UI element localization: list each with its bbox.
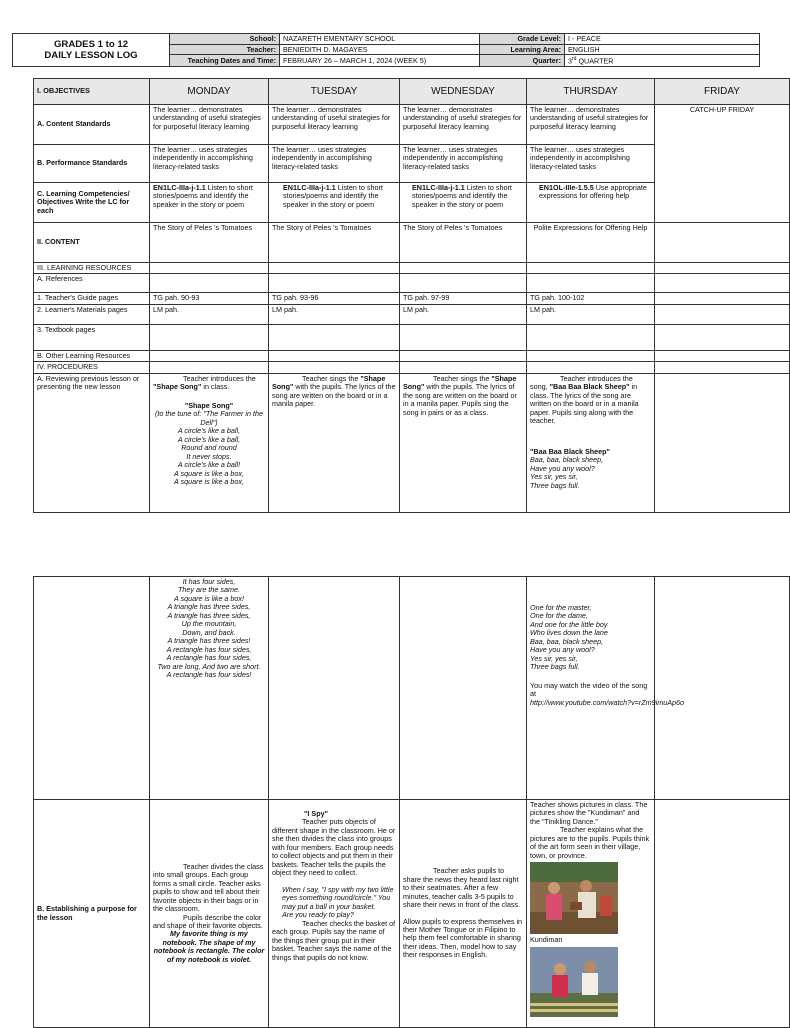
competency-cell: EN1LC-IIIa-j-1.1 Listen to short stories/poems and identify the speaker in the story or poem xyxy=(269,183,400,223)
dates-label: Teaching Dates and Time: xyxy=(170,55,280,67)
content-cell: Polite Expressions for Offering Help xyxy=(527,223,655,263)
objectives-header: I. OBJECTIVES xyxy=(34,79,150,105)
lm-cell: LM pah. xyxy=(527,304,655,324)
references-label: A. References xyxy=(34,274,150,293)
resources-label: III. LEARNING RESOURCES xyxy=(34,263,150,274)
lm-label: 2. Learner's Materials pages xyxy=(34,304,150,324)
lm-cell: LM pah. xyxy=(400,304,527,324)
grade-label: Grade Level: xyxy=(480,34,565,45)
performance-standard-cell: The learner… uses strategies independently in accomplishing literacy-related tasks xyxy=(150,145,269,183)
area-label: Learning Area: xyxy=(480,44,565,55)
school-value: NAZARETH EMENTARY SCHOOL xyxy=(280,34,480,45)
content-standard-cell: The learner… demonstrates understanding of useful strategies for purposeful literacy learning xyxy=(400,105,527,145)
purpose-wednesday: Teacher asks pupils to share the news they heard last night to their seatmates. After a few minutes, teacher calls 3-5 pupils to share their news in front of the class. Allow pupils to express themselves in their Mother Tongue or in Filipino to help them feel comfortable in sharing their ideas. Then, model how to say their responses in English. xyxy=(400,800,527,1028)
lesson-log-table xyxy=(33,78,790,513)
day-header-thursday: THURSDAY xyxy=(527,79,655,105)
lm-cell: LM pah. xyxy=(269,304,400,324)
song-lines: A circle's like a ball, A circle's like a ball, Round and round It never stops. A circle's like a ball! A square is like a box, A square is like a box, xyxy=(173,426,245,487)
lm-cell: LM pah. xyxy=(150,304,269,324)
competency-cell: EN1LC-IIIa-j-1.1 Listen to short stories/poems and identify the speaker in the story or poem xyxy=(150,183,269,223)
day-header-friday: FRIDAY xyxy=(655,79,790,105)
performance-standards-label: B. Performance Standards xyxy=(34,145,150,183)
review-thursday: Teacher introduces the song, "Baa Baa Black Sheep" in class. The lyrics of the song are written on the board or in a manila paper. Pupils sing along with the teacher. "Baa Baa Black Sheep" Baa, baa, black sheep, Have you any wool? Yes sir, yes sir, Three bags full. xyxy=(527,373,655,512)
purpose-label: B. Establishing a purpose for the lesson xyxy=(34,800,150,1028)
purpose-tuesday: "I Spy" Teacher puts objects of different shape in the classroom. He or she then divides the class into groups with four members. Each group needs to collect objects and put them in their baskets. Teacher tells the pupils the object they need to collect. When I say, "I spy with my two little eyes something round/circle." You may put a ball in your basket. Are you ready to play? Teacher checks the basket of each group. Pupils say the name of the things their group put in their basket. Teacher says the name of the things that pupils do not know. xyxy=(269,800,400,1028)
procedures-label: IV. PROCEDURES xyxy=(34,362,150,373)
content-standards-label: A. Content Standards xyxy=(34,105,150,145)
teacher-label: Teacher: xyxy=(170,44,280,55)
grade-value: I - PEACE xyxy=(565,34,760,45)
purpose-monday: Teacher divides the class into small groups. Each group forms a small circle. Teacher asks pupils to show and tell about their favorite objects in their bags or in the classroom. Pupils describe the color and shape of their favorite objects. My favorite thing is my notebook. The shape of my notebook is rectangle. The color of my notebook is violet. xyxy=(150,800,269,1028)
competencies-label: C. Learning Competencies/ Objectives Write the LC for each xyxy=(34,183,150,223)
content-standard-cell: The learner… demonstrates understanding of useful strategies for purposeful literacy learning xyxy=(269,105,400,145)
purpose-thursday: Teacher shows pictures in class. The pictures show the "Kundiman" and the "Tinikling Dance." Teacher explains what the pictures are to the pupils. Pupils think of the art form seen in their village, town, or province. Kundiman xyxy=(527,800,655,1028)
performance-standard-cell: The learner… uses strategies independently in accomplishing literacy-related tasks xyxy=(527,145,655,183)
content-cell: The Story of Peles 's Tomatoes xyxy=(269,223,400,263)
other-resources-label: B. Other Learning Resources xyxy=(34,350,150,361)
dates-value: FEBRUARY 26 – MARCH 1, 2024 (WEEK 5) xyxy=(280,55,480,67)
tg-label: 1. Teacher's Guide pages xyxy=(34,293,150,304)
performance-standard-cell: The learner… uses strategies independently in accomplishing literacy-related tasks xyxy=(269,145,400,183)
tinikling-photo xyxy=(530,947,618,1017)
review-tuesday: Teacher sings the "Shape Song" with the pupils. The lyrics of the song are written on the board or in a manila paper. xyxy=(269,373,400,512)
quarter-label: Quarter: xyxy=(480,55,565,67)
content-cell: The Story of Peles 's Tomatoes xyxy=(400,223,527,263)
lesson-log-continuation-table xyxy=(33,576,790,1028)
teacher-value: BENIEDITH D. MAGAYES xyxy=(280,44,480,55)
baa-continuation: One for the master, One for the dame, And one for the little boy Who lives down the lane Baa, baa, black sheep, Have you any wool? Yes sir, yes sir, Three bags full. You may watch the video of the song at http://www.youtube.com/watch?v=rZm9imuAp6o xyxy=(527,577,655,800)
area-value: ENGLISH xyxy=(565,44,760,55)
day-header-tuesday: TUESDAY xyxy=(269,79,400,105)
tg-cell: TG pah. 97-99 xyxy=(400,293,527,304)
performance-standard-cell: The learner… uses strategies independently in accomplishing literacy-related tasks xyxy=(400,145,527,183)
tg-cell: TG pah. 100-102 xyxy=(527,293,655,304)
friday-note: CATCH-UP FRIDAY xyxy=(655,105,790,223)
content-standard-cell: The learner… demonstrates understanding of useful strategies for purposeful literacy learning xyxy=(150,105,269,145)
content-cell: The Story of Peles 's Tomatoes xyxy=(150,223,269,263)
school-label: School: xyxy=(170,34,280,45)
tg-cell: TG pah. 90-93 xyxy=(150,293,269,304)
kundiman-photo xyxy=(530,862,618,934)
content-standard-cell: The learner… demonstrates understanding of useful strategies for purposeful literacy learning xyxy=(527,105,655,145)
competency-cell: EN1LC-IIIa-j-1.1 Listen to short stories/poems and identify the speaker in the story or poem xyxy=(400,183,527,223)
quarter-value: 3rd QUARTER xyxy=(565,55,760,67)
document-title: GRADES 1 to 12 DAILY LESSON LOG xyxy=(13,34,170,67)
video-link[interactable]: http://www.youtube.com/watch?v=rZm9imuAp6o xyxy=(530,697,685,707)
competency-cell: EN1OL-IIIe-1.5.5 Use appropriate expressions for offering help xyxy=(527,183,655,223)
day-header-wednesday: WEDNESDAY xyxy=(400,79,527,105)
review-wednesday: Teacher sings the "Shape Song" with the pupils. The lyrics of the song are written on the board or in a manila paper. Pupils sing the song in pairs or as a class. xyxy=(400,373,527,512)
song-continuation: It has four sides, They are the same. A square is like a box! A triangle has three sides, A triangle has three sides, Up the mountain, Down, and back. A triangle has three sides! A rectangle has four sides, A rectangle has four sides, Two are long, And two are short. A rectangle has four sides! xyxy=(150,577,269,800)
content-label: II. CONTENT xyxy=(34,223,150,263)
photo-caption: Kundiman xyxy=(530,935,563,945)
tg-cell: TG pah. 93-96 xyxy=(269,293,400,304)
reviewing-label: A. Reviewing previous lesson or presenting the new lesson xyxy=(34,373,150,512)
day-header-monday: MONDAY xyxy=(150,79,269,105)
header-table xyxy=(12,33,760,67)
baa-lines: Baa, baa, black sheep, Have you any wool? Yes sir, yes sir, Three bags full. xyxy=(530,455,604,490)
review-monday: Teacher introduces the "Shape Song" in class. "Shape Song" (to the tune of: "The Farmer in the Dell") A circle's like a ball, A circle's like a ball, Round and round It never stops. A circle's like a ball! A square is like a box, A square is like a box, xyxy=(150,373,269,512)
textbook-label: 3. Textbook pages xyxy=(34,324,150,350)
